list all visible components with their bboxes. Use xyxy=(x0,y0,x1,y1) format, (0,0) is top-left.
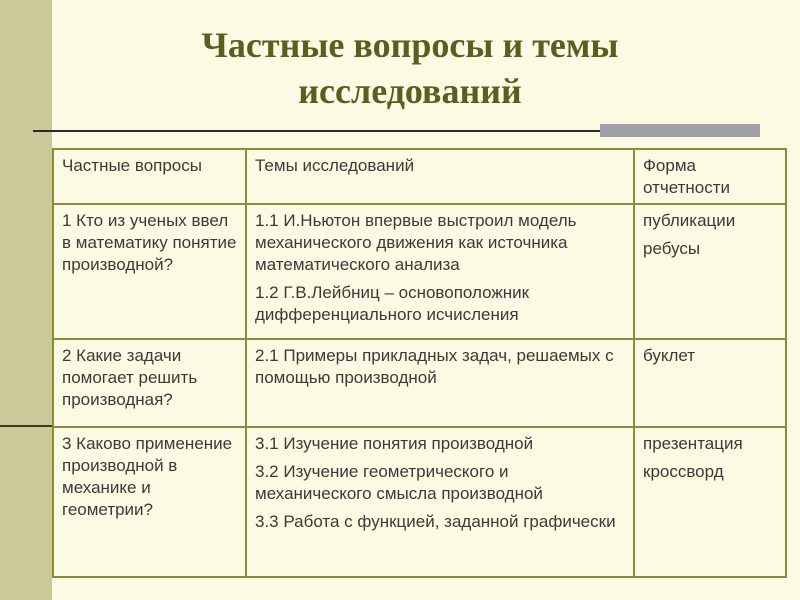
table-row xyxy=(53,427,786,577)
topic-item: 3.1 Изучение понятия производной xyxy=(255,434,534,453)
topics-cell xyxy=(246,339,634,427)
question-cell: 1 Кто из ученых ввел в математику понятие производной? xyxy=(53,204,246,339)
report-form-item: презентация xyxy=(643,434,743,453)
title-underline-accent xyxy=(600,124,760,137)
report-form-cell xyxy=(634,339,786,427)
table-header-row xyxy=(53,149,786,204)
report-form-cell xyxy=(634,204,786,339)
slide-title-line-1: Частные вопросы и темы xyxy=(201,25,619,65)
header-cell-topics: Темы исследований xyxy=(246,149,634,204)
header-cell-questions: Частные вопросы xyxy=(53,149,246,204)
report-form-item: кроссворд xyxy=(643,462,724,481)
slide-title-line-2: исследований xyxy=(298,71,522,111)
question-cell: 3 Каково применение производной в механике и геометрии? xyxy=(53,427,246,577)
report-form-item: ребусы xyxy=(643,239,701,258)
table-row xyxy=(53,339,786,427)
report-form-item: буклет xyxy=(643,346,696,365)
report-form-cell xyxy=(634,427,786,577)
topic-item: 2.1 Примеры прикладных задач, решаемых с помощью производной xyxy=(255,346,614,387)
report-form-item: публикации xyxy=(643,211,736,230)
topics-cell xyxy=(246,204,634,339)
research-topics-table xyxy=(52,148,787,578)
question-cell: 2 Какие задачи помогает решить производная? xyxy=(53,339,246,427)
header-cell-report-form: Форма отчетности xyxy=(634,149,786,204)
topic-item: 1.1 И.Ньютон впервые выстроил модель механического движения как источника математического анализа xyxy=(255,211,577,274)
topic-item: 1.2 Г.В.Лейбниц – основоположник дифференциального исчисления xyxy=(255,283,530,324)
topic-item: 3.2 Изучение геометрического и механического смысла производной xyxy=(255,462,543,503)
left-band-divider xyxy=(0,425,52,427)
left-decorative-band xyxy=(0,0,52,600)
topics-cell xyxy=(246,427,634,577)
topic-item: 3.3 Работа с функцией, заданной графически xyxy=(255,512,616,531)
table-row xyxy=(53,204,786,339)
slide-title xyxy=(60,22,760,114)
